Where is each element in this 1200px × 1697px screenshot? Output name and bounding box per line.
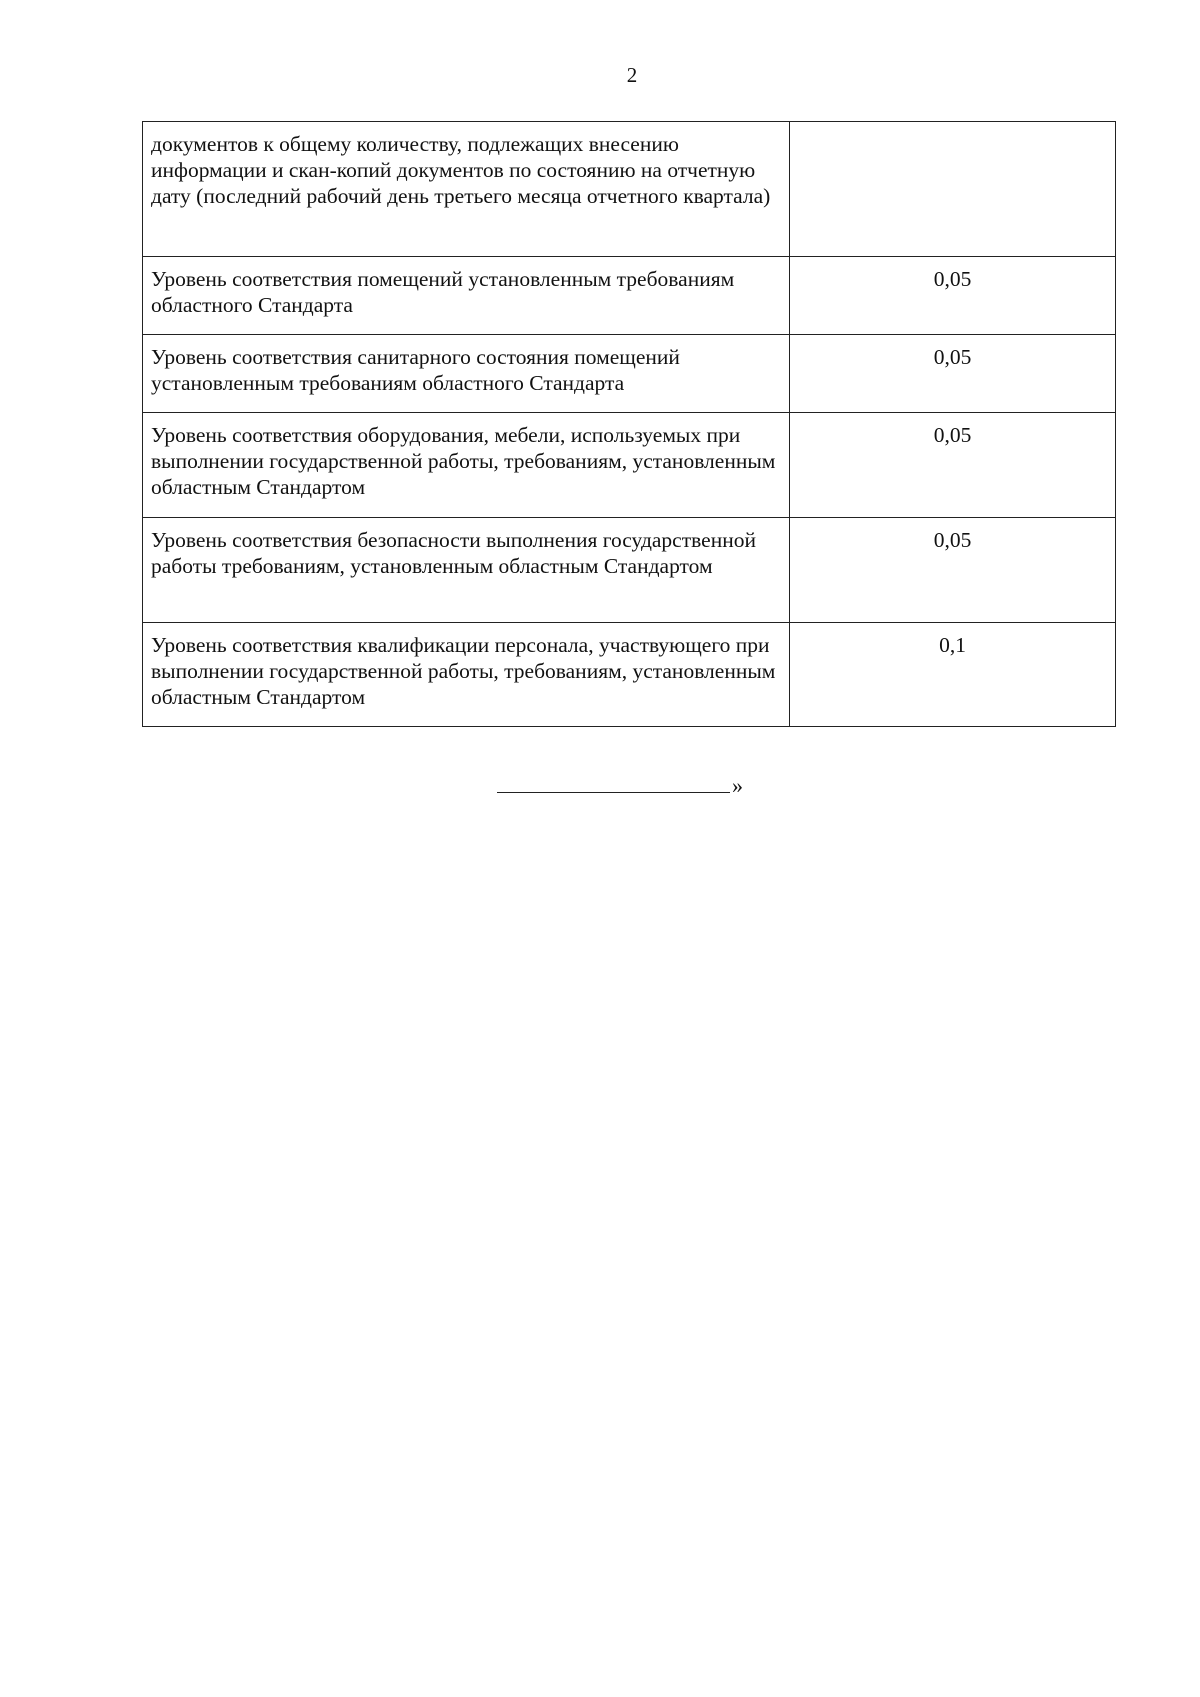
table-row <box>143 257 1116 335</box>
criterion-text: документов к общему количеству, подлежащих внесению информации и скан-копий документов по состоянию на отчетную дату (последний рабочий день третьего месяца отчетного квартала) <box>143 122 790 257</box>
criterion-text: Уровень соответствия квалификации персонала, участвующего при выполнении государственной работы, требованиям, установленным областным Стандартом <box>143 623 790 727</box>
criterion-weight: 0,1 <box>790 623 1116 727</box>
criteria-table <box>142 121 1116 727</box>
table-row <box>143 122 1116 257</box>
criterion-text: Уровень соответствия помещений установленным требованиям областного Стандарта <box>143 257 790 335</box>
criterion-text: Уровень соответствия санитарного состояния помещений установленным требованиям областного Стандарта <box>143 335 790 413</box>
closing-quote: » <box>732 773 743 798</box>
criterion-weight: 0,05 <box>790 257 1116 335</box>
page-number: 2 <box>626 63 638 87</box>
table-row <box>143 335 1116 413</box>
criterion-text: Уровень соответствия оборудования, мебели, используемых при выполнении государственной работы, требованиям, установленным областным Стандартом <box>143 413 790 518</box>
criterion-text: Уровень соответствия безопасности выполнения государственной работы требованиям, установленным областным Стандартом <box>143 518 790 623</box>
criterion-weight: 0,05 <box>790 413 1116 518</box>
table-row <box>143 413 1116 518</box>
criterion-weight: 0,05 <box>790 518 1116 623</box>
closing-divider-line <box>497 776 730 793</box>
table-row <box>143 518 1116 623</box>
criterion-weight: 0,05 <box>790 335 1116 413</box>
closing-mark <box>497 773 743 799</box>
criterion-weight <box>790 122 1116 257</box>
table-row <box>143 623 1116 727</box>
